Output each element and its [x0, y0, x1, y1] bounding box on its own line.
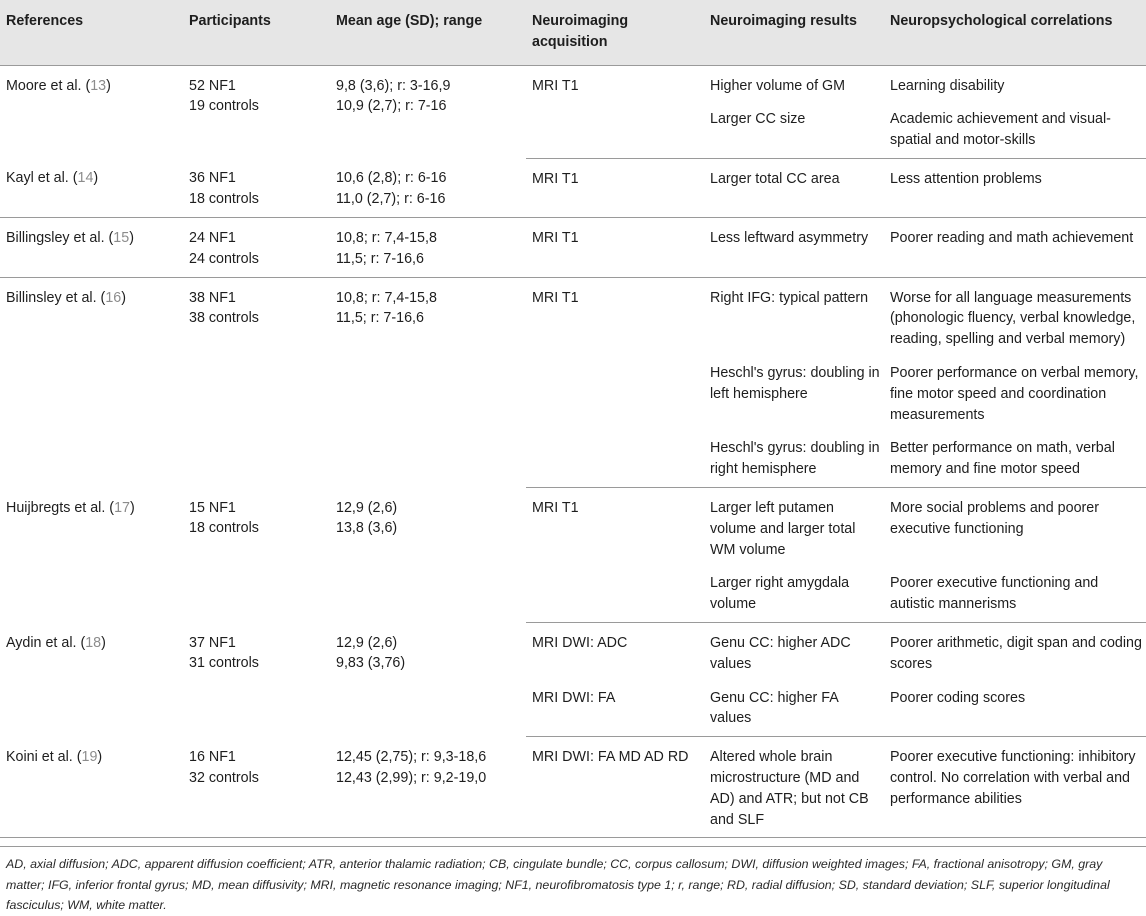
cell-result: Genu CC: higher ADC values: [710, 635, 851, 672]
citation-link[interactable]: 16: [105, 289, 122, 306]
header-acquisition: Neuroimaging acquisition: [526, 0, 704, 65]
cell-acquisition: MRI T1: [532, 77, 579, 94]
cell-participants: [183, 65, 330, 158]
citation-link[interactable]: 14: [77, 170, 94, 187]
cell-correlation: Poorer executive functioning and autistic mannerisms: [884, 563, 1146, 622]
age-line: 13,8 (3,6): [336, 520, 398, 537]
participants-line: 32 controls: [189, 769, 259, 786]
cell-result: Heschl's gyrus: doubling in left hemisphere: [710, 365, 880, 402]
cell-result: Larger right amygdala volume: [704, 563, 884, 622]
table-row: [0, 218, 1146, 278]
header-participants: Participants: [183, 0, 330, 65]
cell-correlation: Academic achievement and visual-spatial and motor-skills: [884, 99, 1146, 158]
age-line: 12,43 (2,99); r: 9,2-19,0: [336, 769, 487, 786]
cell-result: Larger left putamen volume and larger total WM volume: [710, 500, 856, 558]
age-line: 10,8; r: 7,4-15,8: [336, 230, 437, 247]
reference-name: Kayl et al. (: [6, 170, 78, 187]
age-line: 10,8; r: 7,4-15,8: [336, 289, 437, 306]
reference-name: Koini et al. (: [6, 748, 82, 765]
table-row: [0, 488, 1146, 564]
cell-reference: [0, 737, 183, 838]
citation-link[interactable]: 18: [85, 634, 102, 651]
age-line: 11,5; r: 7-16,6: [336, 310, 424, 327]
cell-reference: [0, 65, 183, 158]
header-correlations: Neuropsychological correlations: [884, 0, 1146, 65]
age-line: 12,9 (2,6): [336, 499, 398, 516]
participants-line: 36 NF1: [189, 170, 236, 187]
citation-link[interactable]: 13: [90, 77, 107, 94]
cell-reference: [0, 623, 183, 737]
header-references: References: [0, 0, 183, 65]
participants-line: 24 controls: [189, 250, 259, 267]
reference-name: Moore et al. (: [6, 77, 91, 94]
participants-line: 38 NF1: [189, 289, 236, 306]
participants-line: 37 NF1: [189, 634, 236, 651]
cell-reference: [0, 488, 183, 623]
cell-acquisition: MRI DWI: FA MD AD RD: [526, 737, 704, 838]
cell-mean-age: [330, 623, 526, 737]
cell-correlation: Poorer performance on verbal memory, fine motor speed and coordination measurements: [890, 365, 1139, 423]
header-results: Neuroimaging results: [704, 0, 884, 65]
cell-mean-age: [330, 737, 526, 838]
participants-line: 16 NF1: [189, 748, 236, 765]
age-line: 12,45 (2,75); r: 9,3-18,6: [336, 748, 487, 765]
table-header-row: [0, 0, 1146, 65]
reference-name: Billingsley et al. (: [6, 230, 114, 247]
cell-result: Larger total CC area: [704, 158, 884, 217]
participants-line: 19 controls: [189, 98, 259, 115]
citation-link[interactable]: 15: [113, 230, 130, 247]
cell-correlation: Better performance on math, verbal memory and fine motor speed: [884, 428, 1146, 487]
reference-close: ): [106, 77, 111, 94]
cell-mean-age: [330, 65, 526, 158]
cell-acquisition: [526, 563, 704, 622]
cell-correlation: Less attention problems: [884, 158, 1146, 217]
age-line: 11,0 (2,7); r: 6-16: [336, 191, 446, 208]
table-row: [0, 277, 1146, 353]
cell-reference: [0, 158, 183, 217]
table-row: [0, 65, 1146, 99]
age-line: 9,83 (3,76): [336, 655, 406, 672]
reference-close: ): [129, 230, 134, 247]
cell-mean-age: [330, 277, 526, 487]
cell-correlation: Worse for all language measurements (phonologic fluency, verbal knowledge, reading, spelling and verbal memory): [890, 289, 1136, 348]
cell-reference: [0, 218, 183, 278]
cell-result: Larger CC size: [704, 99, 884, 158]
cell-acquisition: MRI T1: [532, 500, 579, 517]
table-row: [0, 737, 1146, 838]
cell-participants: [183, 737, 330, 838]
table-footnote: AD, axial diffusion; ADC, apparent diffusion coefficient; ATR, anterior thalamic radiation; CB, cingulate bundle; CC, corpus callosum; DWI, diffusion weighted images; FA, fractional anisotropy; GM, gray matter; IFG, inferior frontal gyrus; MD, mean diffusivity; MRI, magnetic resonance imaging; NF1, neurofibromatosis type 1; r, range; RD, radial diffusion; SD, standard deviation; SLF, superior longitudinal fasciculus; WM, white matter.: [0, 846, 1146, 916]
participants-line: 31 controls: [189, 655, 259, 672]
cell-mean-age: [330, 218, 526, 278]
cell-result: Right IFG: typical pattern: [710, 289, 869, 306]
cell-acquisition: MRI T1: [526, 158, 704, 217]
table-row: [0, 623, 1146, 678]
reference-close: ): [101, 634, 106, 651]
cell-participants: [183, 158, 330, 217]
participants-line: 18 controls: [189, 520, 259, 537]
cell-result: Altered whole brain microstructure (MD and AD) and ATR; but not CB and SLF: [704, 737, 884, 838]
cell-result: Higher volume of GM: [710, 77, 846, 94]
cell-mean-age: [330, 488, 526, 623]
cell-correlation: Poorer coding scores: [884, 678, 1146, 737]
cell-acquisition: [526, 353, 704, 428]
cell-result: Genu CC: higher FA values: [704, 678, 884, 737]
reference-name: Billinsley et al. (: [6, 289, 106, 306]
citation-link[interactable]: 17: [114, 499, 130, 516]
cell-participants: [183, 488, 330, 623]
cell-participants: [183, 623, 330, 737]
participants-line: 38 controls: [189, 310, 259, 327]
reference-name: Huijbregts et al. (: [6, 499, 115, 516]
cell-participants: [183, 277, 330, 487]
participants-line: 52 NF1: [189, 77, 236, 94]
table-row: [0, 158, 1146, 217]
cell-acquisition: MRI T1: [532, 289, 579, 306]
age-line: 11,5; r: 7-16,6: [336, 250, 424, 267]
participants-line: 15 NF1: [189, 499, 236, 516]
cell-acquisition: MRI DWI: ADC: [532, 635, 628, 652]
cell-acquisition: [526, 99, 704, 158]
participants-line: 18 controls: [189, 191, 259, 208]
reference-close: ): [129, 499, 135, 516]
citation-link[interactable]: 19: [81, 748, 98, 765]
age-line: 10,9 (2,7); r: 7-16: [336, 98, 447, 115]
cell-acquisition: [526, 428, 704, 487]
cell-participants: [183, 218, 330, 278]
reference-close: ): [97, 748, 103, 765]
reference-close: ): [121, 289, 126, 306]
cell-correlation: Poorer reading and math achievement: [884, 218, 1146, 278]
cell-acquisition: MRI DWI: FA: [526, 678, 704, 737]
cell-mean-age: [330, 158, 526, 217]
cell-correlation: Poorer arithmetic, digit span and coding scores: [890, 635, 1142, 672]
cell-result: Less leftward asymmetry: [704, 218, 884, 278]
reference-name: Aydin et al. (: [6, 634, 86, 651]
cell-correlation: More social problems and poorer executive functioning: [890, 500, 1099, 537]
participants-line: 24 NF1: [189, 230, 236, 247]
age-line: 12,9 (2,6): [336, 634, 398, 651]
cell-reference: [0, 277, 183, 487]
cell-acquisition: MRI T1: [526, 218, 704, 278]
age-line: 9,8 (3,6); r: 3-16,9: [336, 77, 451, 94]
cell-correlation: Learning disability: [890, 77, 1005, 94]
age-line: 10,6 (2,8); r: 6-16: [336, 170, 447, 187]
reference-close: ): [93, 170, 99, 187]
cell-correlation: Poorer executive functioning: inhibitory control. No correlation with verbal and performance abilities: [884, 737, 1146, 838]
header-mean-age: Mean age (SD); range: [330, 0, 526, 65]
cell-result: Heschl's gyrus: doubling in right hemisphere: [704, 428, 884, 487]
